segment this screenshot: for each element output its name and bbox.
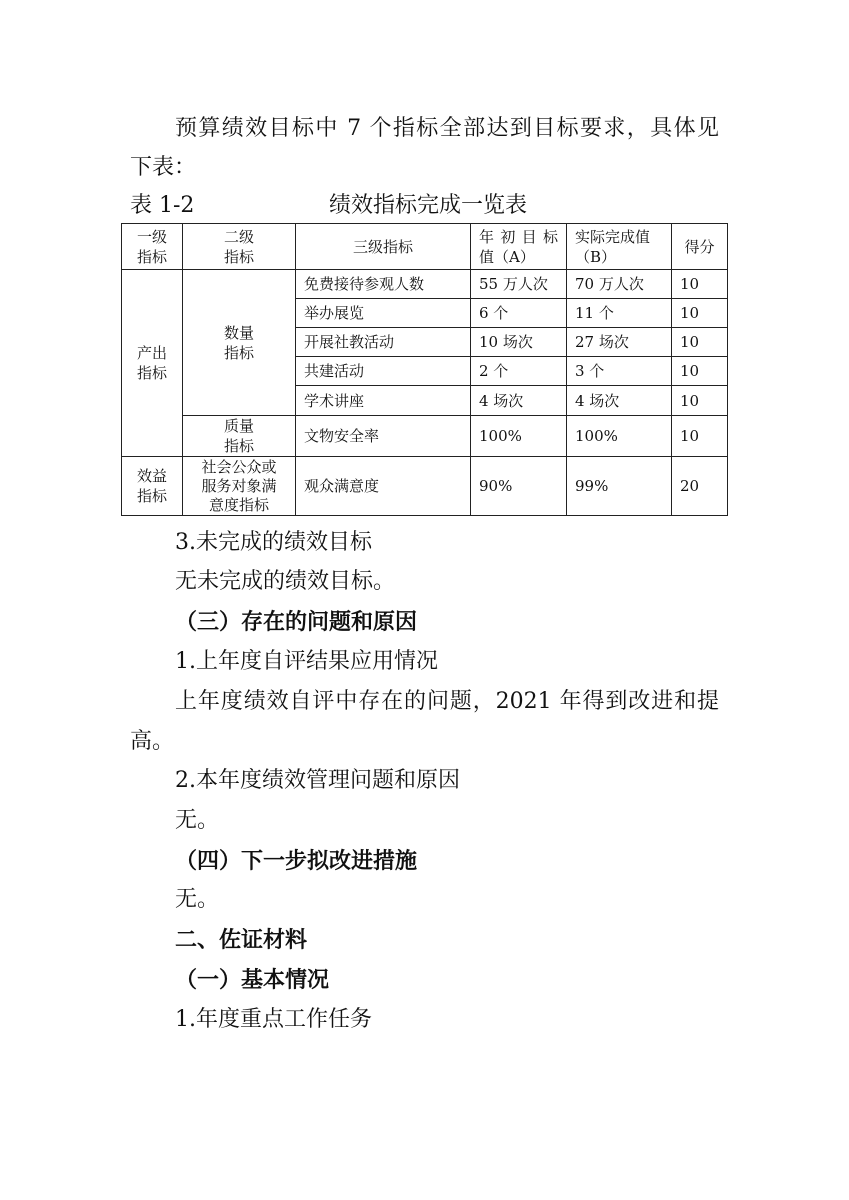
header-level1: 一级 指标 (122, 224, 183, 270)
header-target: 年初目标 值（A） (471, 224, 567, 270)
intro-paragraph-line1: 预算绩效目标中 7 个指标全部达到目标要求，具体见 (175, 116, 719, 141)
paragraph-next-steps: 无。 (175, 887, 220, 912)
cell-indicator: 举办展览 (296, 299, 471, 328)
heading-last-year-results: 1.上年度自评结果应用情况 (175, 649, 438, 674)
intro-paragraph-line2: 下表： (130, 155, 197, 180)
header-actual: 实际完成值 （B） (567, 224, 672, 270)
cell-target: 4 场次 (471, 386, 567, 416)
table-row (122, 457, 728, 516)
table-caption-title: 绩效指标完成一览表 (329, 193, 528, 218)
cell-score: 10 (672, 299, 728, 328)
cell-target: 10 场次 (471, 328, 567, 357)
group-satisfaction: 社会公众或 服务对象满 意度指标 (183, 457, 296, 516)
cell-score: 20 (672, 457, 728, 516)
group-benefit: 效益 指标 (122, 457, 183, 516)
header-level2: 二级 指标 (183, 224, 296, 270)
cell-target: 6 个 (471, 299, 567, 328)
cell-target: 90% (471, 457, 567, 516)
cell-actual: 99% (567, 457, 672, 516)
cell-score: 10 (672, 416, 728, 457)
cell-score: 10 (672, 270, 728, 299)
heading-next-steps: （四）下一步拟改进措施 (175, 848, 418, 874)
heading-problems-causes: （三）存在的问题和原因 (175, 609, 418, 635)
heading-basic-situation: （一）基本情况 (175, 967, 330, 993)
cell-indicator: 开展社教活动 (296, 328, 471, 357)
paragraph-this-year-issues: 无。 (175, 808, 220, 833)
cell-actual: 70 万人次 (567, 270, 672, 299)
cell-actual: 100% (567, 416, 672, 457)
cell-target: 2 个 (471, 357, 567, 386)
heading-annual-key-tasks: 1.年度重点工作任务 (175, 1007, 372, 1032)
table-caption-number: 表 1-2 (130, 193, 195, 218)
header-level3: 三级指标 (296, 224, 471, 270)
cell-target: 55 万人次 (471, 270, 567, 299)
group-quality: 质量 指标 (183, 416, 296, 457)
performance-indicator-table (121, 223, 728, 516)
header-score: 得分 (672, 224, 728, 270)
cell-actual: 3 个 (567, 357, 672, 386)
cell-score: 10 (672, 386, 728, 416)
heading-evidence-materials: 二、佐证材料 (175, 927, 308, 953)
cell-indicator: 文物安全率 (296, 416, 471, 457)
heading-this-year-issues: 2.本年度绩效管理问题和原因 (175, 768, 460, 793)
cell-indicator: 免费接待参观人数 (296, 270, 471, 299)
cell-actual: 11 个 (567, 299, 672, 328)
table-header-row (122, 224, 728, 270)
cell-actual: 27 场次 (567, 328, 672, 357)
table-row (122, 416, 728, 457)
cell-indicator: 学术讲座 (296, 386, 471, 416)
cell-target: 100% (471, 416, 567, 457)
table-row (122, 270, 728, 299)
group-output: 产出 指标 (122, 270, 183, 457)
cell-indicator: 共建活动 (296, 357, 471, 386)
cell-score: 10 (672, 357, 728, 386)
paragraph-last-year-line2: 高。 (130, 729, 175, 754)
cell-indicator: 观众满意度 (296, 457, 471, 516)
heading-unfinished-goals: 3.未完成的绩效目标 (175, 530, 372, 555)
cell-actual: 4 场次 (567, 386, 672, 416)
paragraph-unfinished-goals: 无未完成的绩效目标。 (175, 569, 396, 594)
cell-score: 10 (672, 328, 728, 357)
group-quantity: 数量 指标 (183, 270, 296, 416)
paragraph-last-year-line1: 上年度绩效自评中存在的问题，2021 年得到改进和提 (175, 689, 719, 714)
